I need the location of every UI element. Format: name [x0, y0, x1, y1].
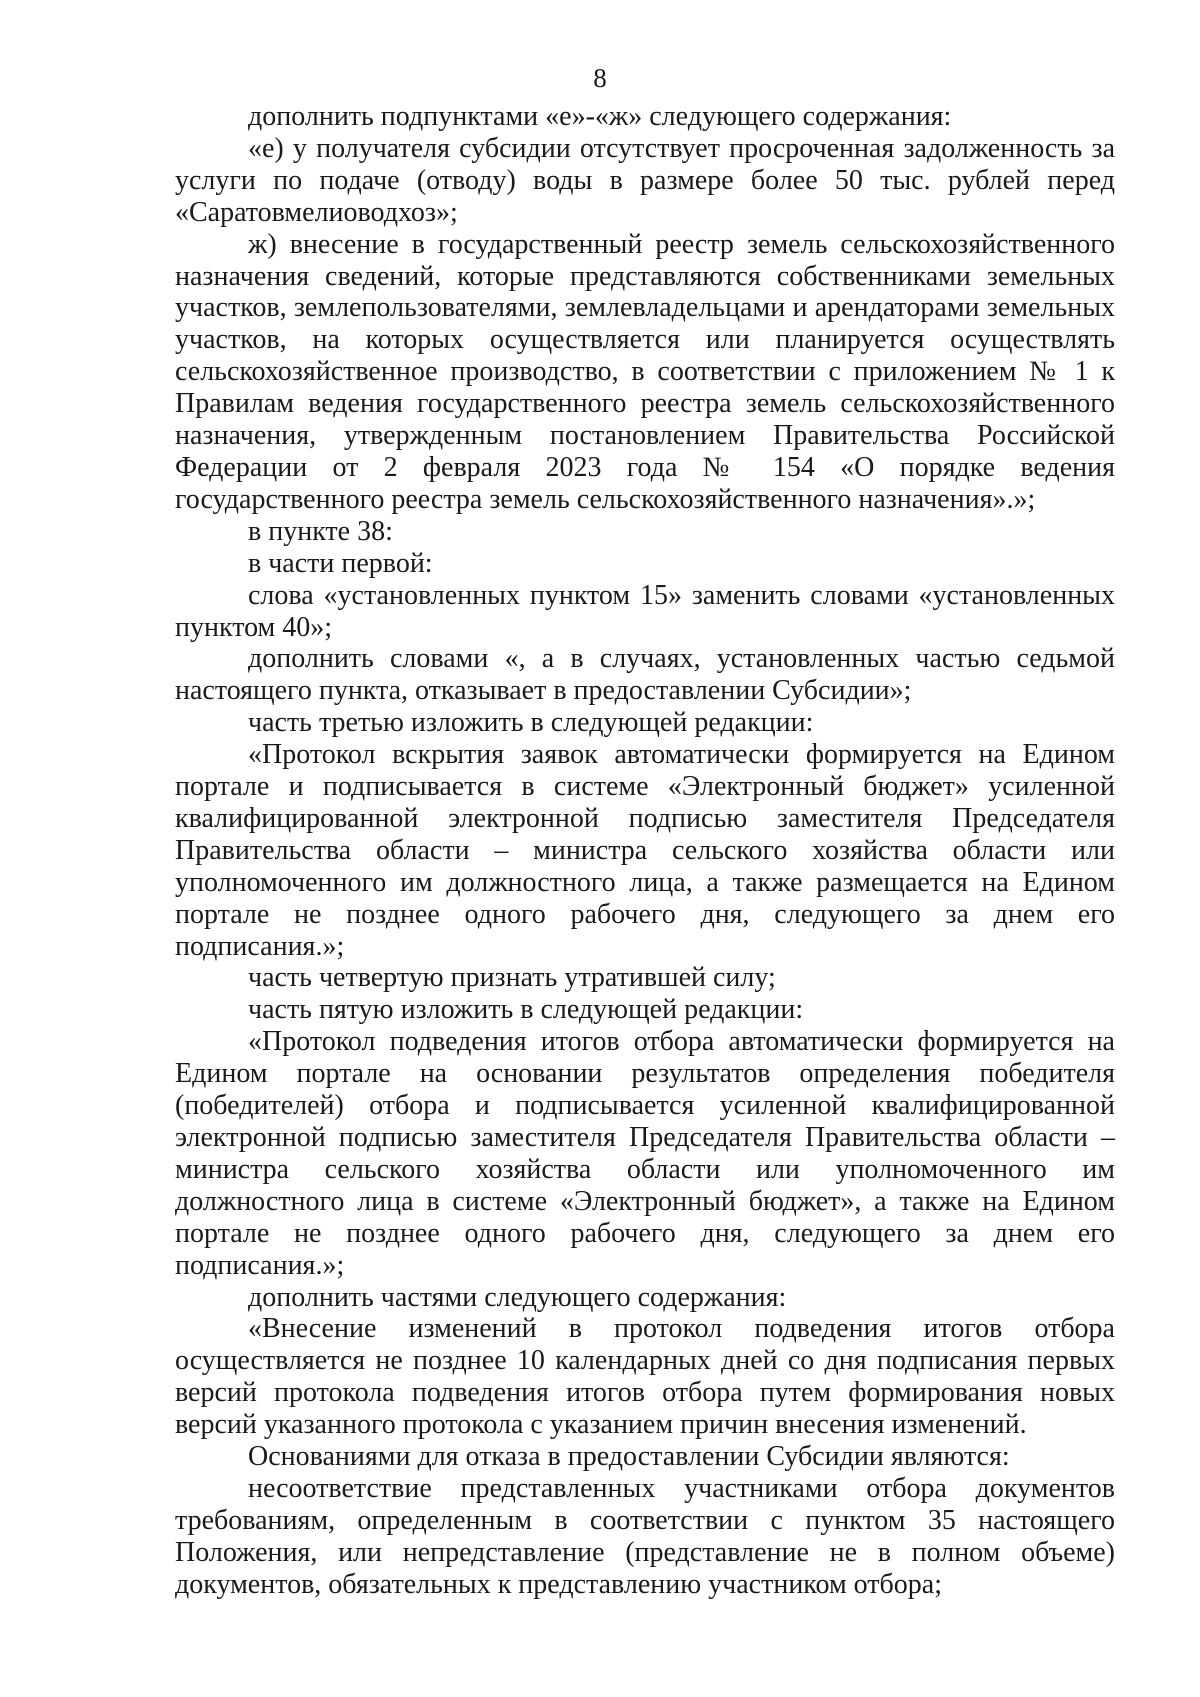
paragraph-item-38: в пункте 38:: [248, 515, 393, 547]
paragraph-part-five-heading: часть пятую изложить в следующей редакции:: [248, 994, 804, 1026]
paragraph-part-four: часть четвертую признать утратившей силу;: [248, 962, 776, 994]
paragraph-part-five-text: «Протокол подведения итогов отбора автоматически формируется на Едином портале на основании результатов определения победителя (победителей) отбора и подписывается усиленной квалифицированной электронной подписью заместителя Председателя Правительства области – министра сельского хозяйства области или уполномоченного им должностного лица в системе «Электронный бюджет», а также на Едином портале не позднее одного рабочего дня, следующего за днем его подписания.»;: [175, 1026, 1115, 1281]
document-body: [175, 101, 1115, 1601]
paragraph-nonconformity: несоответствие представленных участниками отбора документов требованиям, определенным в соответствии с пунктом 35 настоящего Положения, или непредставление (представление не в полном объеме) документов, обязательных к представлению участником отбора;: [175, 1472, 1115, 1600]
paragraph-part-three-heading: часть третью изложить в следующей редакции:: [248, 707, 814, 739]
paragraph-add-parts: дополнить частями следующего содержания:: [248, 1281, 787, 1313]
paragraph-protocol-changes: «Внесение изменений в протокол подведения итогов отбора осуществляется не позднее 10 календарных дней со дня подписания первых версий протокола подведения итогов отбора путем формирования новых версий указанного протокола с указанием причин внесения изменений.: [175, 1313, 1115, 1441]
paragraph-subitem-e: «е) у получателя субсидии отсутствует просроченная задолженность за услуги по подаче (отводу) воды в размере более 50 тыс. рублей перед «Саратовмелиоводхоз»;: [175, 132, 1115, 228]
paragraph-add-words: дополнить словами «, а в случаях, установленных частью седьмой настоящего пункта, отказывает в предоставлении Субсидии»;: [175, 643, 1115, 707]
paragraph-part-one: в части первой:: [248, 547, 433, 579]
paragraph-subitem-zh: ж) внесение в государственный реестр земель сельскохозяйственного назначения сведений, которые представляются собственниками земельных участков, землепользователями, землевладельцами и арендаторами земельных участков, на которых осуществляется или планируется осуществлять сельскохозяйственное производство, в соответствии с приложением № 1 к Правилам ведения государственного реестра земель сельскохозяйственного назначения, утвержденным постановлением Правительства Российской Федерации от 2 февраля 2023 года № 154 «О порядке ведения государственного реестра земель сельскохозяйственного назначения».»;: [175, 228, 1115, 515]
page-number: 8: [593, 63, 607, 93]
paragraph-part-three-text: «Протокол вскрытия заявок автоматически формируется на Едином портале и подписывается в системе «Электронный бюджет» усиленной квалифицированной электронной подписью заместителя Председателя Правительства области – министра сельского хозяйства области или уполномоченного им должностного лица, а также размещается на Едином портале не позднее одного рабочего дня, следующего за днем его подписания.»;: [175, 739, 1115, 962]
paragraph-replace-words: слова «установленных пунктом 15» заменить словами «установленных пунктом 40»;: [175, 579, 1115, 643]
paragraph-refusal-grounds: Основаниями для отказа в предоставлении Субсидии являются:: [248, 1441, 1010, 1473]
paragraph-intro: дополнить подпунктами «е»-«ж» следующего содержания:: [248, 101, 952, 132]
